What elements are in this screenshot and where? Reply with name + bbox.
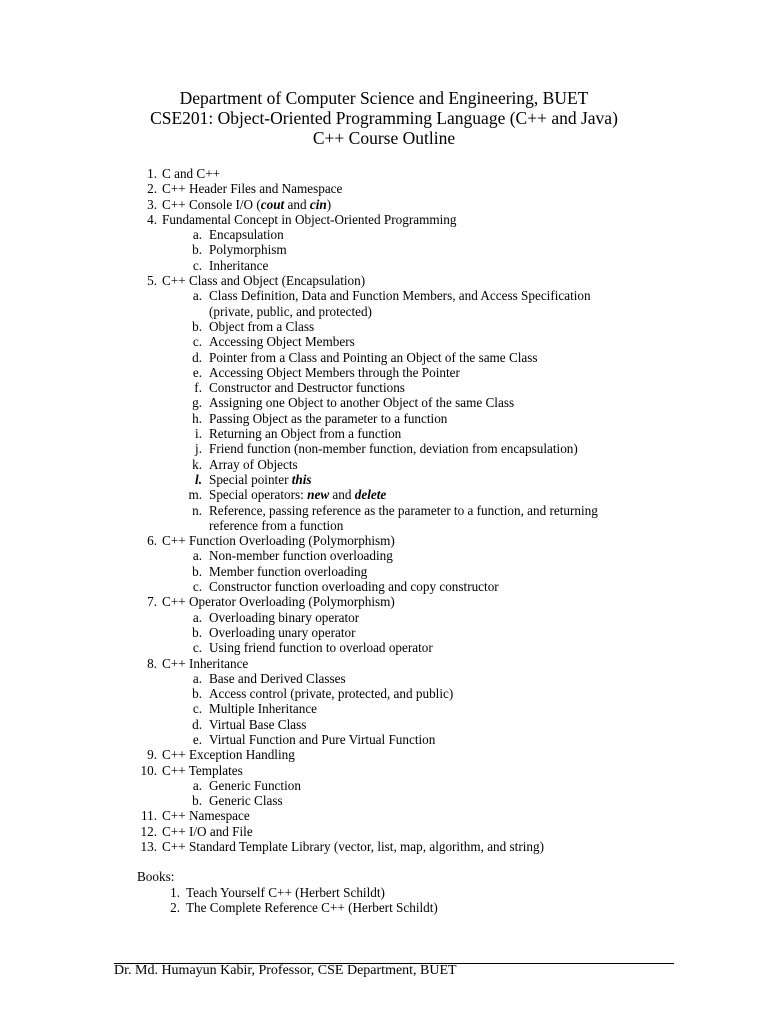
outline-subitem: [0, 579, 768, 594]
keyword-text: delete: [354, 487, 387, 503]
item-text: Class Definition, Data and Function Members, and Access Specification: [209, 288, 591, 304]
outline-subitem: [0, 793, 768, 808]
outline-item: [0, 166, 768, 181]
outline-subitem: [0, 701, 768, 716]
item-number: 7.: [147, 594, 157, 610]
item-number: b.: [192, 242, 202, 258]
item-number: d.: [192, 716, 202, 732]
item-text: Accessing Object Members through the Pointer: [209, 364, 460, 380]
outline-subitem: [0, 640, 768, 655]
item-number: n.: [192, 502, 202, 518]
item-number: 9.: [147, 747, 157, 763]
item-text: Array of Objects: [209, 456, 298, 472]
outline-item: [0, 747, 768, 762]
item-text: [162, 197, 331, 212]
text-fragment: C++ Console I/O (: [162, 196, 261, 212]
item-text: C++ Class and Object (Encapsulation): [162, 273, 366, 289]
item-number: 13.: [140, 839, 157, 855]
text-fragment: Special operators:: [209, 487, 308, 503]
outline-subitem: [0, 732, 768, 747]
item-number: 4.: [147, 211, 157, 227]
item-number: 12.: [140, 823, 157, 839]
outline-subitem: [0, 625, 768, 640]
outline-item: [0, 197, 768, 212]
item-text: Virtual Function and Pure Virtual Function: [209, 731, 436, 747]
course-outline-list: [0, 166, 768, 915]
item-text: Non-member function overloading: [209, 548, 393, 564]
item-text: C++ Inheritance: [162, 655, 249, 671]
item-number: c.: [192, 640, 202, 656]
item-number: 5.: [147, 273, 157, 289]
course-title: CSE201: Object-Oriented Programming Language (C++ and Java): [150, 108, 618, 128]
department-title: Department of Computer Science and Engineering, BUET: [179, 88, 589, 108]
item-number: g.: [192, 395, 202, 411]
item-number: c.: [192, 579, 202, 595]
outline-subitem: [0, 258, 768, 273]
item-text: Multiple Inheritance: [209, 701, 318, 717]
outline-subitem: [0, 288, 768, 303]
item-text: The Complete Reference C++ (Herbert Schildt): [186, 899, 438, 915]
outline-item: [0, 212, 768, 227]
item-text: Access control (private, protected, and public): [209, 686, 454, 702]
outline-subitem: [0, 411, 768, 426]
item-text: C++ Operator Overloading (Polymorphism): [162, 594, 395, 610]
text-fragment: and: [284, 196, 310, 212]
item-number: c.: [192, 701, 202, 717]
outline-subitem: [0, 487, 768, 502]
item-number: k.: [192, 456, 202, 472]
item-text: C++ Header Files and Namespace: [162, 181, 343, 197]
item-number: a.: [192, 670, 202, 686]
item-number: 2.: [170, 899, 180, 915]
outline-subitem: [0, 472, 768, 487]
item-number: 11.: [141, 808, 157, 824]
outline-item: [0, 533, 768, 548]
item-text: Books:: [137, 869, 175, 885]
item-text: Generic Class: [209, 793, 283, 809]
outline-subitem: [0, 686, 768, 701]
item-number: d.: [192, 349, 202, 365]
item-text: Overloading unary operator: [209, 624, 356, 640]
item-text: Fundamental Concept in Object-Oriented Programming: [162, 211, 457, 227]
outline-subitem: [0, 334, 768, 349]
item-number: b.: [192, 793, 202, 809]
item-number: 1.: [147, 166, 157, 181]
item-number: b.: [192, 318, 202, 334]
outline-subitem: [0, 671, 768, 686]
outline-subitem: [0, 548, 768, 563]
item-number: b.: [192, 624, 202, 640]
item-number: a.: [192, 548, 202, 564]
item-number: h.: [192, 410, 202, 426]
outline-subitem: [0, 564, 768, 579]
item-text: Virtual Base Class: [209, 716, 307, 732]
item-number: i.: [195, 426, 202, 442]
outline-subitem: [0, 503, 768, 518]
item-number: 3.: [147, 196, 157, 212]
keyword-text: cout: [260, 196, 285, 212]
item-number: c.: [192, 334, 202, 350]
outline-subitem: [0, 319, 768, 334]
item-text: Polymorphism: [209, 242, 287, 258]
item-number: f.: [194, 380, 202, 396]
outline-item: [0, 763, 768, 778]
outline-subitem: [0, 426, 768, 441]
item-text: Overloading binary operator: [209, 609, 360, 625]
item-text: Encapsulation: [209, 227, 284, 243]
item-text: [209, 472, 312, 487]
item-text: Member function overloading: [209, 563, 368, 579]
item-number: c.: [192, 257, 202, 273]
item-text: Friend function (non-member function, deviation from encapsulation): [209, 441, 578, 457]
outline-subitem: [0, 380, 768, 395]
outline-subitem: [0, 778, 768, 793]
item-text: C++ Exception Handling: [162, 747, 295, 763]
outline-subitem: [0, 441, 768, 456]
footer-author: Dr. Md. Humayun Kabir, Professor, CSE Department, BUET: [114, 963, 457, 978]
outline-item: [0, 808, 768, 823]
outline-item: [0, 273, 768, 288]
item-text: Constructor function overloading and copy constructor: [209, 579, 499, 595]
outline-subitem: [0, 365, 768, 380]
item-text: Object from a Class: [209, 318, 315, 334]
item-number: a.: [192, 288, 202, 304]
item-number: 8.: [147, 655, 157, 671]
item-number: j.: [195, 441, 202, 457]
item-number: 2.: [147, 181, 157, 197]
outline-subitem: [0, 717, 768, 732]
item-number: b.: [192, 563, 202, 579]
keyword-text: new: [307, 487, 330, 503]
outline-subitem: [0, 350, 768, 365]
outline-item-continuation: [0, 304, 768, 319]
item-text: Accessing Object Members: [209, 334, 355, 350]
outline-item: [0, 594, 768, 609]
outline-subitem: [0, 610, 768, 625]
item-text: Base and Derived Classes: [209, 670, 346, 686]
item-number: a.: [192, 609, 202, 625]
book-item: [0, 900, 768, 915]
item-number: a.: [192, 227, 202, 243]
item-text: reference from a function: [209, 517, 344, 533]
item-text: Returning an Object from a function: [209, 426, 402, 442]
outline-item: [0, 656, 768, 671]
item-number: 6.: [147, 533, 157, 549]
item-number: 1.: [170, 884, 180, 900]
item-number: e.: [192, 364, 202, 380]
item-text: C++ Namespace: [162, 808, 250, 824]
books-label: [0, 869, 768, 884]
document-header: [0, 88, 768, 148]
outline-item: [0, 181, 768, 196]
item-text: Reference, passing reference as the parameter to a function, and returning: [209, 502, 598, 518]
item-text: Generic Function: [209, 777, 301, 793]
item-text: Inheritance: [209, 257, 269, 273]
book-item: [0, 885, 768, 900]
item-text: Teach Yourself C++ (Herbert Schildt): [186, 884, 385, 900]
outline-subitem: [0, 227, 768, 242]
item-text: Using friend function to overload operator: [209, 640, 433, 656]
item-number: e.: [192, 731, 202, 747]
item-text: C++ I/O and File: [162, 823, 253, 839]
item-text: Passing Object as the parameter to a function: [209, 410, 448, 426]
text-fragment: Special pointer: [209, 471, 292, 487]
outline-item: [0, 824, 768, 839]
keyword-text: this: [291, 471, 312, 487]
item-text: Assigning one Object to another Object of the same Class: [209, 395, 515, 411]
spacer: [0, 854, 768, 869]
item-text: [209, 487, 386, 502]
keyword-text: cin: [309, 196, 327, 212]
item-number: a.: [192, 777, 202, 793]
outline-title: C++ Course Outline: [312, 128, 456, 148]
item-number: 10.: [140, 762, 157, 778]
item-text: C++ Function Overloading (Polymorphism): [162, 533, 395, 549]
item-number: l.: [195, 471, 202, 487]
outline-item-continuation: [0, 518, 768, 533]
item-text: (private, public, and protected): [209, 303, 372, 319]
outline-subitem: [0, 395, 768, 410]
item-text: C and C++: [162, 166, 221, 181]
outline-item: [0, 839, 768, 854]
item-text: Pointer from a Class and Pointing an Object of the same Class: [209, 349, 538, 365]
item-number: m.: [188, 487, 202, 503]
item-text: C++ Standard Template Library (vector, list, map, algorithm, and string): [162, 839, 544, 855]
text-fragment: and: [329, 487, 355, 503]
item-text: C++ Templates: [162, 762, 243, 778]
item-text: Constructor and Destructor functions: [209, 380, 405, 396]
text-fragment: ): [326, 196, 332, 212]
outline-subitem: [0, 242, 768, 257]
outline-subitem: [0, 457, 768, 472]
item-number: b.: [192, 686, 202, 702]
